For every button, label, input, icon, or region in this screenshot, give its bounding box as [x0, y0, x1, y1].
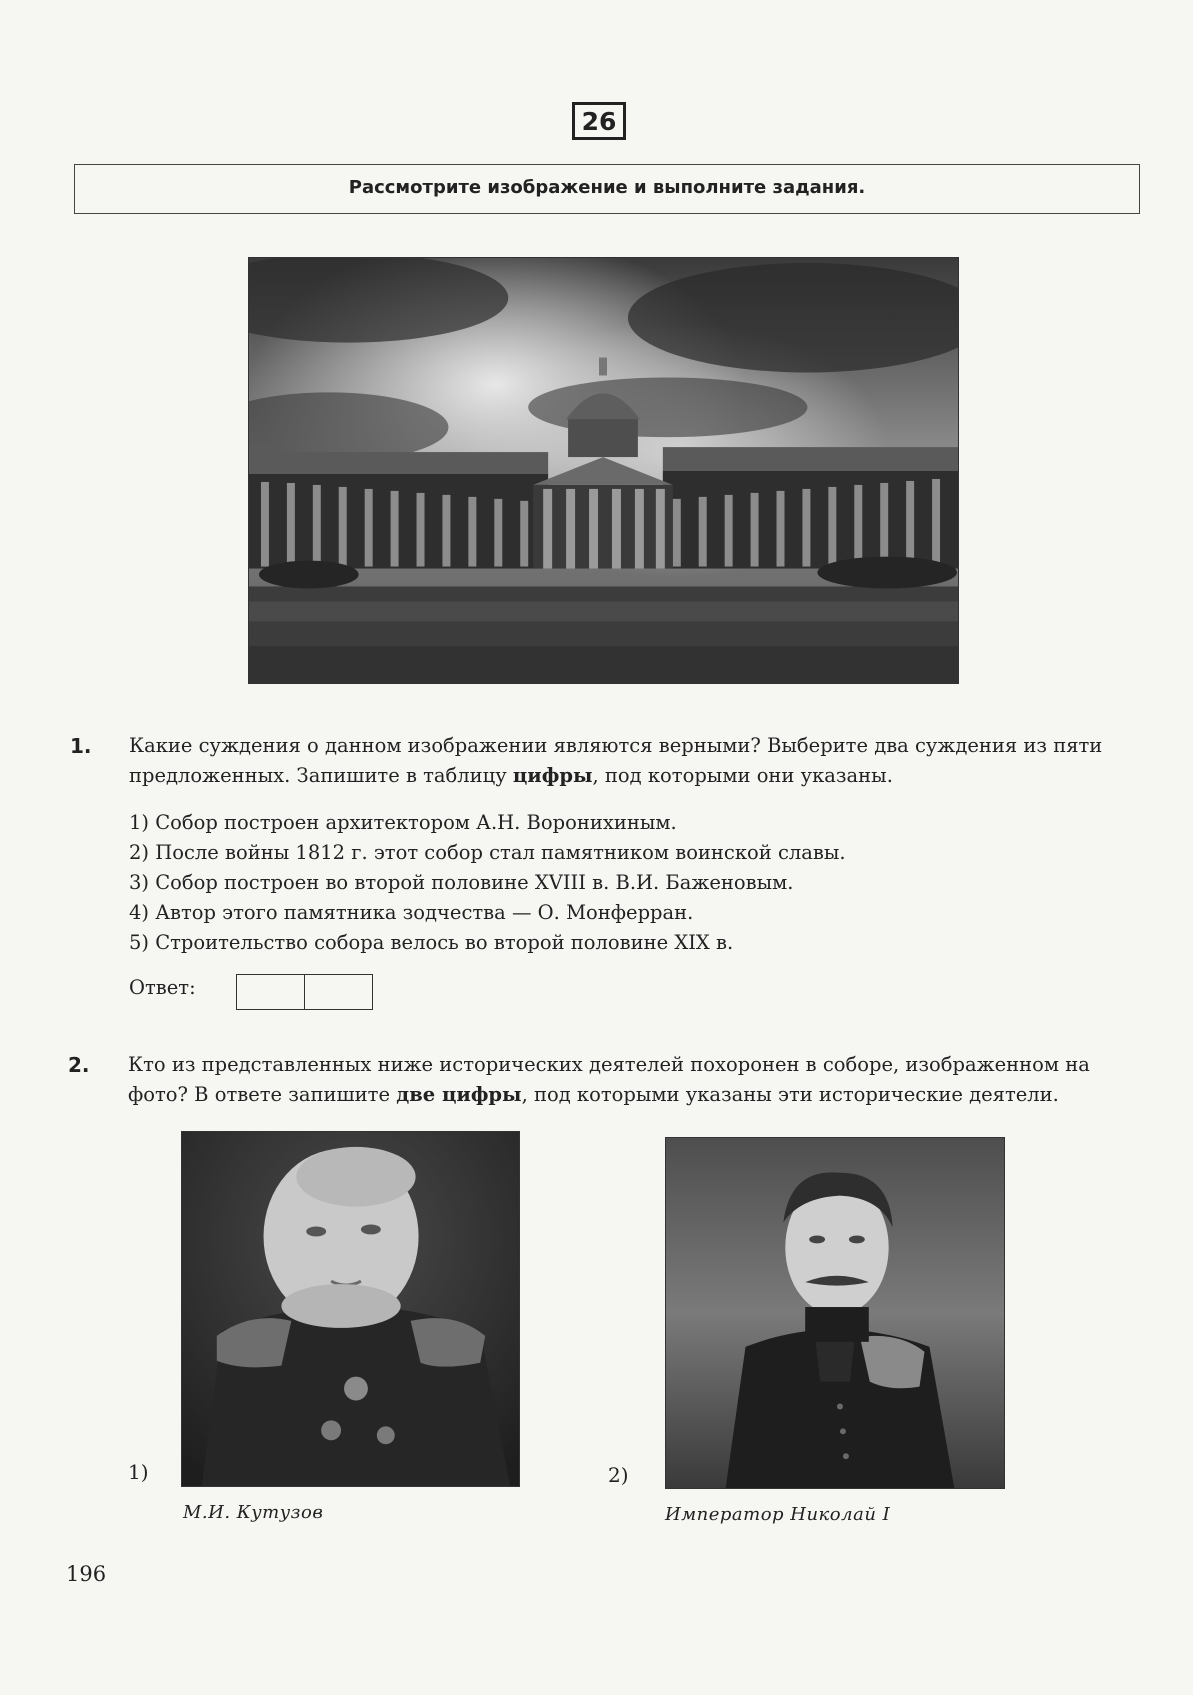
portrait-1-number: 1): [128, 1460, 149, 1484]
question-2-number: 2.: [68, 1053, 90, 1077]
portrait-1-caption: М.И. Кутузов: [183, 1502, 324, 1523]
cathedral-photo: [248, 257, 959, 684]
question-1-option-3: 3) Собор построен во второй половине XVIII в. В.И. Баженовым.: [129, 871, 794, 894]
question-1-option-1: 1) Собор построен архитектором А.Н. Воронихиным.: [129, 811, 677, 834]
instruction-banner: Рассмотрите изображение и выполните задания.: [74, 164, 1140, 214]
variant-number-badge: 26: [572, 102, 626, 140]
portrait-2-number: 2): [608, 1463, 629, 1487]
question-1-option-5: 5) Строительство собора велось во второй половине XIX в.: [129, 931, 734, 954]
portrait-2-caption: Император Николай I: [665, 1504, 891, 1525]
question-1-number: 1.: [70, 734, 92, 758]
question-2-text: [128, 1050, 1138, 1110]
question-1-option-4: 4) Автор этого памятника зодчества — О. Монферран.: [129, 901, 694, 924]
page-number: 196: [66, 1562, 107, 1586]
question-2-text-part: , под которыми указаны эти исторические деятели.: [521, 1083, 1059, 1106]
question-1-text: [129, 731, 1139, 791]
question-1-option-2: 2) После войны 1812 г. этот собор стал памятником воинской славы.: [129, 841, 846, 864]
nikolai-portrait: [665, 1137, 1005, 1489]
question-1-text-bold: цифры: [512, 764, 593, 787]
question-2-text-part: Кто из представленных ниже исторических деятелей похоронен в соборе, изображенном на фото? В ответе запишите: [128, 1053, 1090, 1106]
answer-label: Ответ:: [129, 976, 196, 999]
answer-cell-2[interactable]: [304, 975, 372, 1009]
answer-box[interactable]: [236, 974, 373, 1010]
answer-cell-1[interactable]: [237, 975, 304, 1009]
question-1-options: [129, 808, 846, 958]
question-1-text-part: Какие суждения о данном изображении являются верными? Выберите два суждения из пяти предложенных. Запишите в таблицу: [129, 734, 1103, 787]
question-1-text-part: , под которыми они указаны.: [592, 764, 893, 787]
kutuzov-portrait: [181, 1131, 520, 1487]
question-2-text-bold: две цифры: [396, 1083, 522, 1106]
